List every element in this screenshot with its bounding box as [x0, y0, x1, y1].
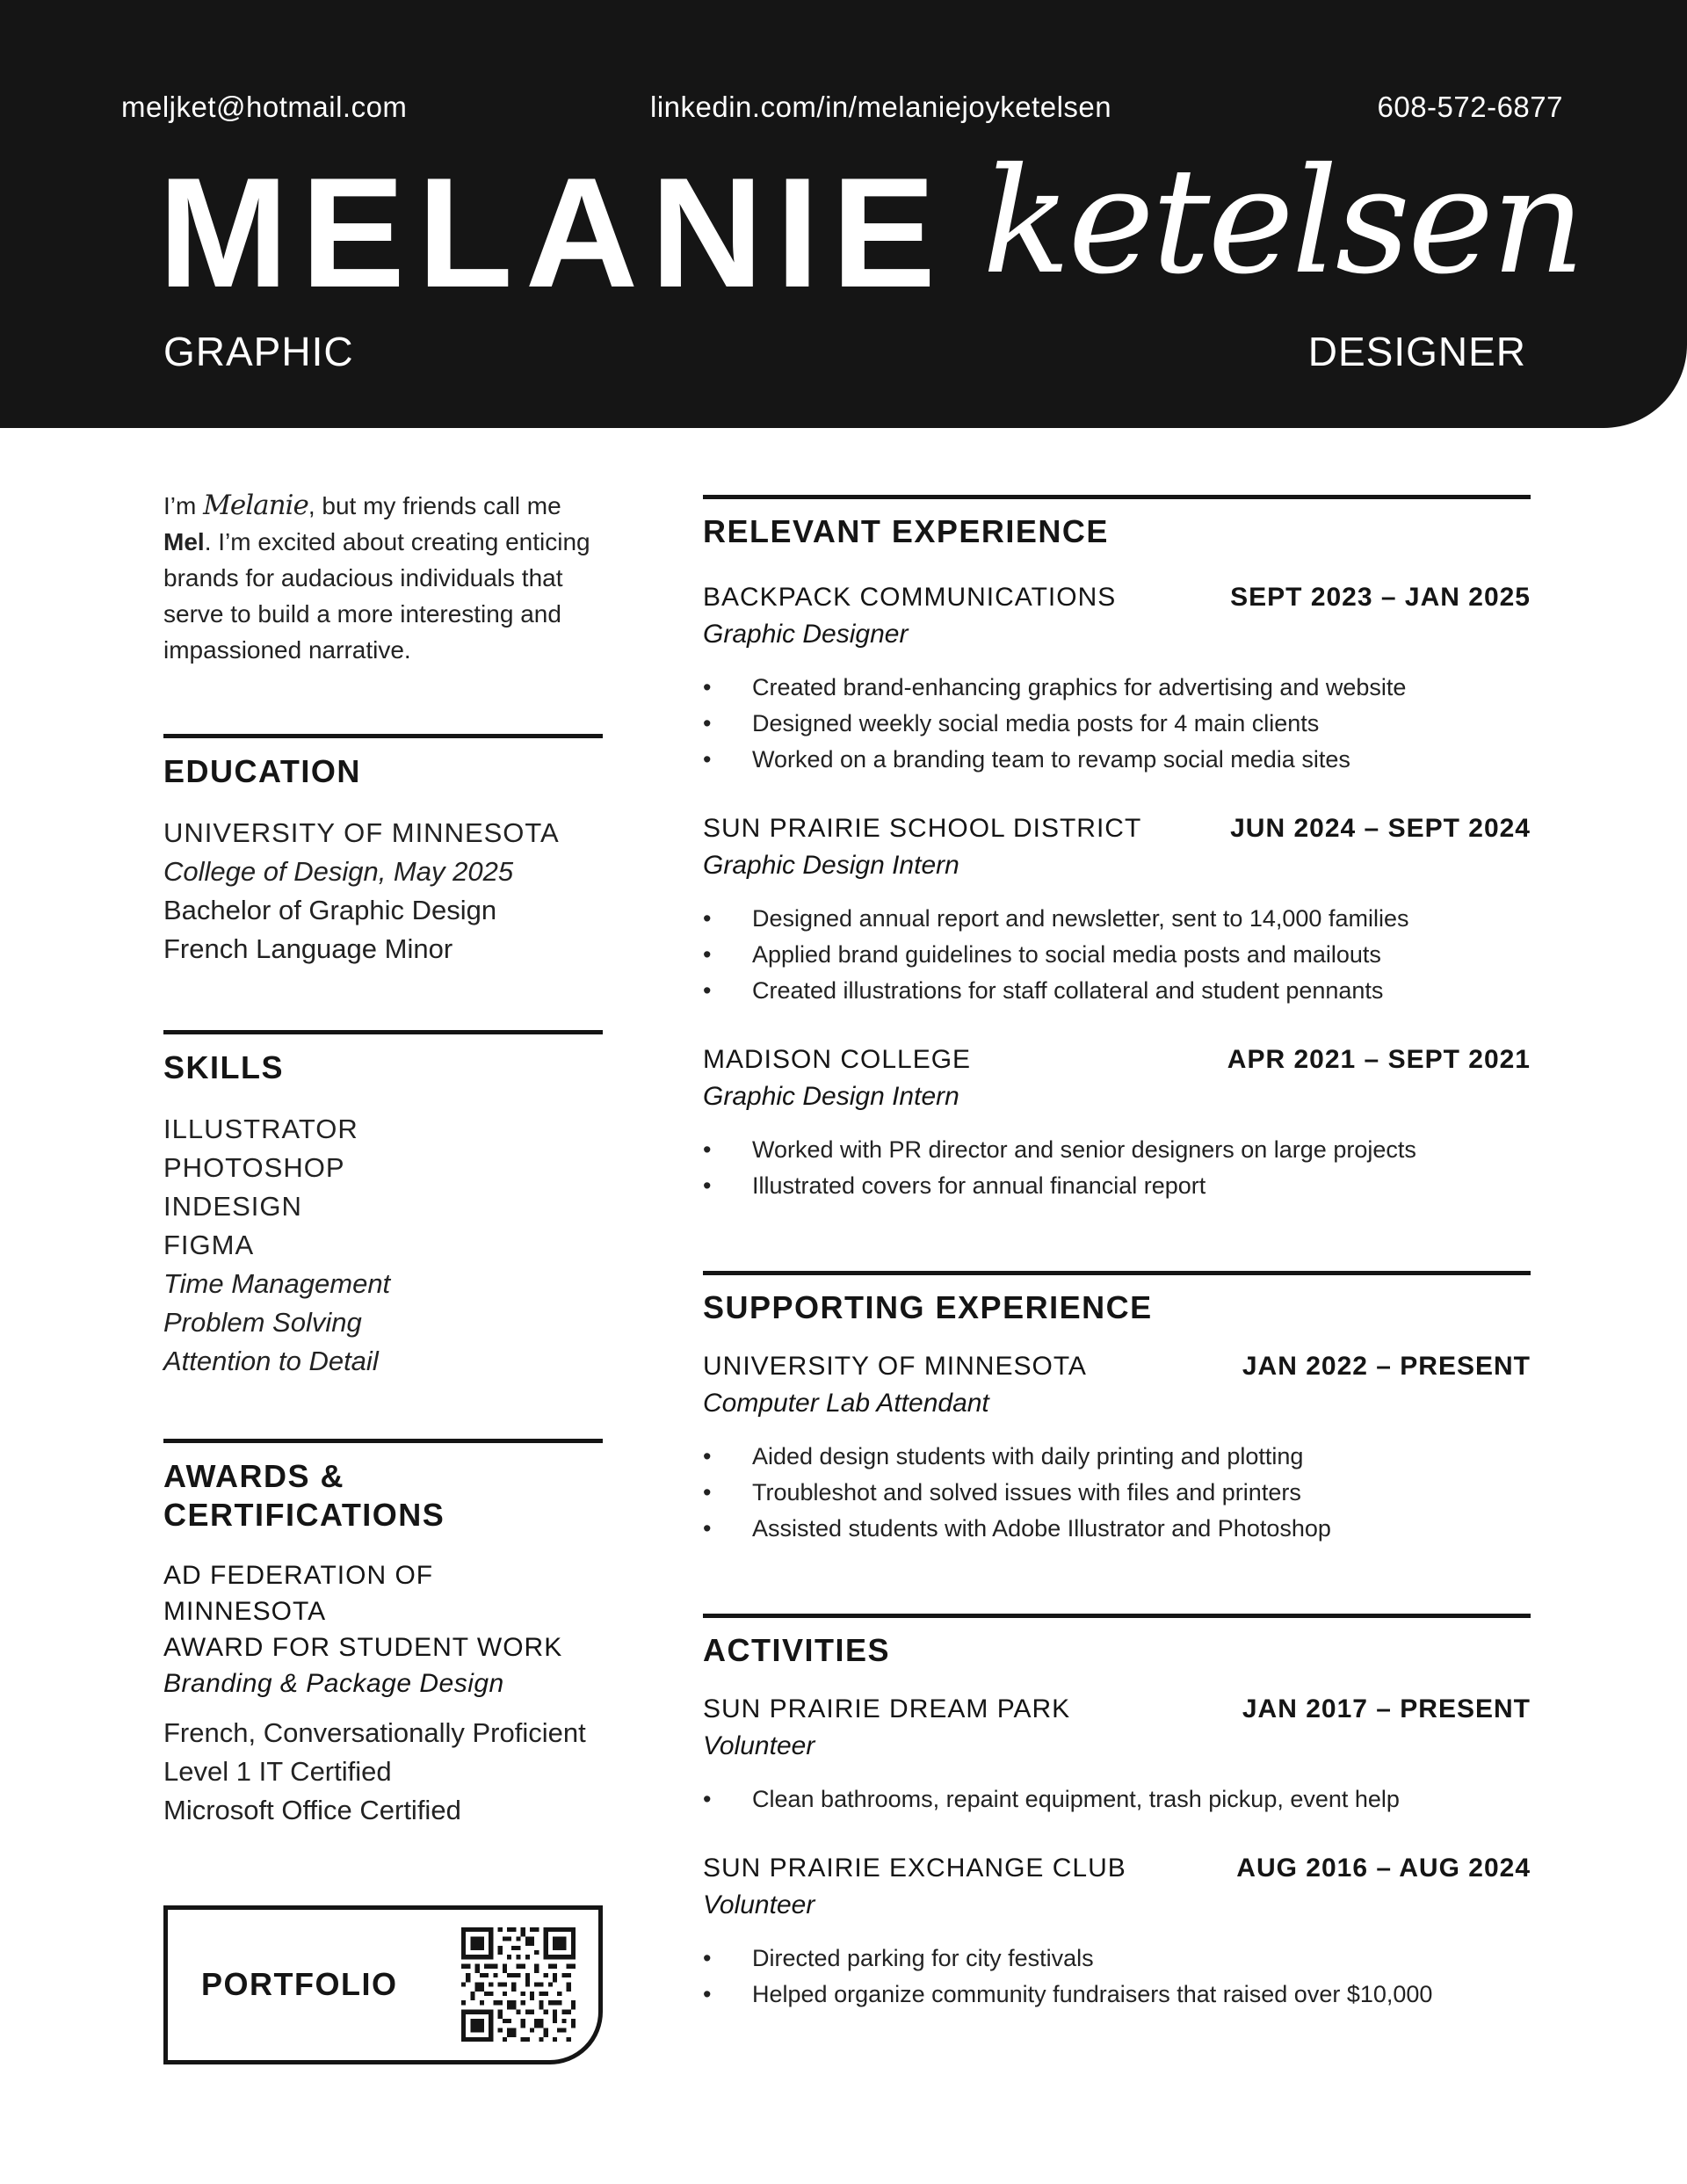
skill-tool: ILLUSTRATOR — [163, 1114, 358, 1144]
job-entry — [703, 1349, 1531, 1547]
last-name: ketelsen — [982, 137, 1583, 307]
bullet-item: • Helped organize community fundraisers that raised over $10,000 — [703, 1981, 1433, 2007]
bullet-item: • Applied brand guidelines to social media posts and mailouts — [703, 941, 1381, 968]
job-header — [703, 1042, 1531, 1077]
bullet-item: • Troubleshot and solved issues with files and printers — [703, 1479, 1301, 1506]
certification-item: French, Conversationally Proficient — [163, 1717, 586, 1748]
qr-code-icon[interactable] — [461, 1927, 576, 2042]
skills-heading: SKILLS — [163, 1049, 285, 1085]
education-college: College of Design, May 2025 — [163, 856, 514, 887]
education-minor: French Language Minor — [163, 933, 453, 964]
job-header — [703, 580, 1531, 615]
job-entry — [703, 580, 1531, 778]
job-bullets — [703, 1781, 1531, 1818]
job-bullets — [703, 1132, 1531, 1204]
header-banner — [0, 0, 1687, 428]
bullet-text: Illustrated covers for annual financial report — [752, 1172, 1206, 1199]
relevant-experience-heading: RELEVANT EXPERIENCE — [703, 513, 1109, 549]
job-bullets — [703, 901, 1531, 1009]
job-bullets — [703, 1439, 1531, 1547]
awards-heading-line2: CERTIFICATIONS — [163, 1497, 445, 1533]
bullet-item: • Aided design students with daily printing and plotting — [703, 1443, 1304, 1469]
education-section — [163, 734, 603, 969]
job-dates: AUG 2016 – AUG 2024 — [1236, 1854, 1531, 1883]
bullet-text: Designed weekly social media posts for 4 main clients — [752, 710, 1320, 736]
job-entry — [703, 1851, 1531, 2013]
bullet-text: Worked with PR director and senior designers on large projects — [752, 1136, 1416, 1163]
job-company: SUN PRAIRIE EXCHANGE CLUB — [703, 1854, 1126, 1883]
job-role: Graphic Design Intern — [703, 1082, 959, 1111]
skill-tool: FIGMA — [163, 1230, 255, 1260]
award-name-line2: AWARD FOR STUDENT WORK — [163, 1633, 563, 1662]
intro-rest: . I’m excited about creating enticing brands for audacious individuals that serve to build a more interesting and impassioned narrative. — [163, 528, 590, 664]
skill-tool: PHOTOSHOP — [163, 1152, 345, 1183]
job-role: Volunteer — [703, 1890, 815, 1919]
left-column — [163, 488, 603, 1830]
intro-paragraph — [163, 488, 603, 668]
title-designer: DESIGNER — [1307, 329, 1526, 374]
job-role: Volunteer — [703, 1731, 815, 1760]
job-dates: APR 2021 – SEPT 2021 — [1227, 1045, 1531, 1074]
job-header — [703, 811, 1531, 846]
job-dates: JAN 2022 – PRESENT — [1242, 1352, 1531, 1381]
bullet-text: Directed parking for city festivals — [752, 1945, 1094, 1971]
contact-phone[interactable]: 608-572-6877 — [1377, 91, 1563, 123]
awards-section — [163, 1439, 603, 1830]
job-role: Computer Lab Attendant — [703, 1389, 989, 1418]
activities-section — [703, 1614, 1531, 2013]
bullet-text: Aided design students with daily printing and plotting — [752, 1443, 1304, 1469]
bullet-text: Helped organize community fundraisers that raised over $10,000 — [752, 1981, 1433, 2007]
bullet-item: • Worked on a branding team to revamp social media sites — [703, 746, 1350, 773]
bullet-text: Assisted students with Adobe Illustrator and Photoshop — [752, 1515, 1331, 1542]
intro-nickname: Mel — [163, 528, 205, 555]
job-role: Graphic Designer — [703, 620, 909, 649]
intro-prefix: I’m — [163, 492, 204, 519]
job-dates: SEPT 2023 – JAN 2025 — [1230, 583, 1531, 612]
intro-script-name: Melanie — [203, 490, 308, 521]
certification-item: Microsoft Office Certified — [163, 1795, 461, 1825]
skill-soft: Problem Solving — [163, 1307, 362, 1338]
bullet-item: • Illustrated covers for annual financial report — [703, 1172, 1206, 1199]
activities-heading: ACTIVITIES — [703, 1632, 891, 1668]
supporting-experience-heading: SUPPORTING EXPERIENCE — [703, 1289, 1153, 1325]
job-company: SUN PRAIRIE DREAM PARK — [703, 1694, 1071, 1723]
job-entry — [703, 1042, 1531, 1204]
job-header — [703, 1851, 1531, 1886]
bullet-item: • Designed annual report and newsletter, sent to 14,000 families — [703, 905, 1409, 932]
bullet-item: • Worked with PR director and senior designers on large projects — [703, 1136, 1416, 1163]
skill-soft: Attention to Detail — [163, 1346, 379, 1376]
award-name-line1: AD FEDERATION OF MINNESOTA — [163, 1561, 434, 1626]
bullet-item: • Assisted students with Adobe Illustrator and Photoshop — [703, 1515, 1331, 1542]
bullet-text: Troubleshot and solved issues with files and printers — [752, 1479, 1301, 1506]
job-company: MADISON COLLEGE — [703, 1045, 972, 1074]
job-company: BACKPACK COMMUNICATIONS — [703, 583, 1117, 612]
bullet-item: • Directed parking for city festivals — [703, 1945, 1094, 1971]
bullet-text: Created brand-enhancing graphics for advertising and website — [752, 674, 1407, 700]
certification-item: Level 1 IT Certified — [163, 1756, 392, 1787]
first-name: MELANIE — [158, 145, 948, 320]
awards-heading — [163, 1457, 603, 1535]
intro-middle: , but my friends call me — [308, 492, 561, 519]
contact-linkedin[interactable]: linkedin.com/in/melaniejoyketelsen — [650, 91, 1112, 123]
job-company: SUN PRAIRIE SCHOOL DISTRICT — [703, 814, 1142, 843]
supporting-experience-section — [703, 1271, 1531, 1547]
skill-tool: INDESIGN — [163, 1191, 302, 1222]
job-bullets — [703, 670, 1531, 778]
job-entry — [703, 1692, 1531, 1818]
job-role: Graphic Design Intern — [703, 851, 959, 880]
skills-section — [163, 1030, 603, 1381]
bullet-text: Designed annual report and newsletter, sent to 14,000 families — [752, 905, 1409, 932]
portfolio-label: PORTFOLIO — [201, 1966, 398, 2002]
bullet-item: • Created illustrations for staff collateral and student pennants — [703, 977, 1384, 1004]
education-degree: Bachelor of Graphic Design — [163, 895, 497, 925]
bullet-item: • Created brand-enhancing graphics for advertising and website — [703, 674, 1407, 700]
award-category: Branding & Package Design — [163, 1669, 504, 1698]
job-header — [703, 1692, 1531, 1727]
bullet-item: • Designed weekly social media posts for 4 main clients — [703, 710, 1320, 736]
job-dates: JAN 2017 – PRESENT — [1242, 1694, 1531, 1723]
education-heading: EDUCATION — [163, 753, 361, 789]
bullet-text: Applied brand guidelines to social media posts and mailouts — [752, 941, 1381, 968]
portfolio-box[interactable] — [163, 1905, 603, 2064]
job-entry — [703, 811, 1531, 1009]
right-column — [703, 495, 1531, 2013]
job-header — [703, 1349, 1531, 1384]
bullet-item: • Clean bathrooms, repaint equipment, trash pickup, event help — [703, 1786, 1400, 1812]
bullet-text: Created illustrations for staff collateral and student pennants — [752, 977, 1384, 1004]
contact-email[interactable]: meljket@hotmail.com — [121, 91, 408, 123]
job-bullets — [703, 1941, 1531, 2013]
job-company: UNIVERSITY OF MINNESOTA — [703, 1352, 1087, 1381]
awards-heading-line1: AWARDS & — [163, 1458, 345, 1494]
skill-soft: Time Management — [163, 1268, 391, 1299]
title-graphic: GRAPHIC — [163, 329, 354, 374]
education-school: UNIVERSITY OF MINNESOTA — [163, 817, 560, 848]
job-dates: JUN 2024 – SEPT 2024 — [1230, 814, 1531, 843]
bullet-text: Clean bathrooms, repaint equipment, trash pickup, event help — [752, 1786, 1400, 1812]
bullet-text: Worked on a branding team to revamp social media sites — [752, 746, 1350, 773]
relevant-experience-section — [703, 495, 1531, 1204]
